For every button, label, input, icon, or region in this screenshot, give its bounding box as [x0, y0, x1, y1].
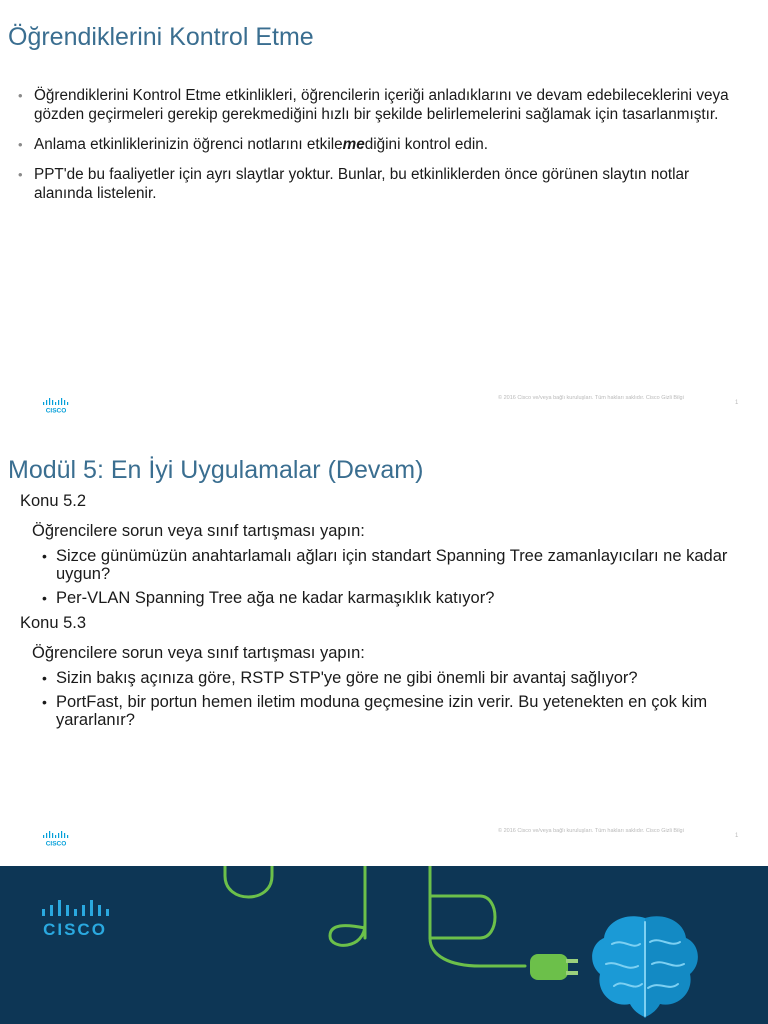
bullet-text: PPT'de bu faaliyetler için ayrı slaytlar yoktur. Bunlar, bu etkinliklerden önce görünen slaytın notlar alanında listelenir. [34, 166, 690, 202]
question-text: Sizce günümüzün anahtarlamalı ağları için standart Spanning Tree zamanlayıcıları ne kadar uygun? [56, 547, 728, 583]
slide-title: Öğrendiklerini Kontrol Etme [8, 23, 314, 51]
question-text: Per-VLAN Spanning Tree ağa ne kadar karmaşıklık katıyor? [56, 589, 495, 607]
cisco-logo-text: CISCO [45, 840, 67, 847]
footer-copyright: © 2016 Cisco ve/veya bağlı kuruluşları. Tüm hakları saklıdır. Cisco Gizli Bilgi [498, 395, 684, 401]
bullet-icon: • [18, 167, 23, 182]
bullet-icon: • [18, 137, 23, 152]
bullet-text-pre: Anlama etkinliklerinizin öğrenci notlarını etkile [34, 136, 343, 153]
question-list [42, 669, 740, 729]
question-item [42, 589, 740, 607]
bullet-icon: • [18, 88, 23, 103]
bullet-icon: • [42, 694, 47, 710]
slide-module-best-practices [0, 433, 768, 865]
slide-learning-check [0, 0, 768, 432]
topic-prompt: Öğrencilere sorun veya sınıf tartışması yapın: [32, 644, 365, 662]
bullet-text-post: diğini kontrol edin. [364, 136, 489, 153]
cisco-logo-icon [42, 829, 72, 847]
bullet-text: Öğrendiklerini Kontrol Etme etkinlikleri, öğrencilerin içeriği anladıklarını ve devam edebileceklerini veya gözden geçirmeleri gerekip gerekmediğini hızlı bir şekilde belirlemelerini sağlamak için tasarlanmıştır. [34, 87, 729, 123]
bullet-item [18, 86, 730, 124]
line-art [225, 866, 525, 966]
cisco-logo-icon [42, 900, 109, 939]
question-item [42, 547, 740, 583]
cisco-logo-icon [42, 396, 72, 414]
bullet-list [18, 86, 730, 214]
bullet-emphasis: me [342, 136, 365, 153]
footer-page-number: 1 [735, 400, 739, 406]
slide-title: Modül 5: En İyi Uygulamalar (Devam) [8, 456, 424, 484]
footer-page-number: 1 [735, 833, 739, 839]
bullet-item [18, 165, 730, 203]
bullet-item [18, 135, 730, 154]
question-text: Sizin bakış açınıza göre, RSTP STP'ye göre ne gibi önemli bir avantaj sağlıyor? [56, 669, 638, 687]
plug-icon [530, 954, 578, 980]
cisco-logo-text: CISCO [43, 920, 107, 939]
bullet-icon: • [42, 670, 47, 686]
question-item [42, 669, 740, 687]
topic-prompt: Öğrencilere sorun veya sınıf tartışması yapın: [32, 522, 365, 540]
question-item [42, 693, 740, 729]
cisco-logo-text: CISCO [45, 407, 67, 414]
bullet-icon: • [42, 590, 47, 606]
bullet-text [34, 136, 488, 153]
question-list [42, 547, 740, 607]
bullet-icon: • [42, 548, 47, 564]
topic-heading: Konu 5.2 [20, 492, 87, 510]
slide-body [20, 491, 740, 735]
question-text: PortFast, bir portun hemen iletim moduna geçmesine izin verir. Bu yetenekten en çok kim yararlanır? [56, 693, 708, 729]
cover-banner [0, 866, 768, 1024]
topic-heading: Konu 5.3 [20, 614, 87, 632]
footer-copyright: © 2016 Cisco ve/veya bağlı kuruluşları. Tüm hakları saklıdır. Cisco Gizli Bilgi [498, 828, 684, 834]
banner-artwork [0, 866, 768, 1024]
brain-icon [592, 916, 698, 1018]
